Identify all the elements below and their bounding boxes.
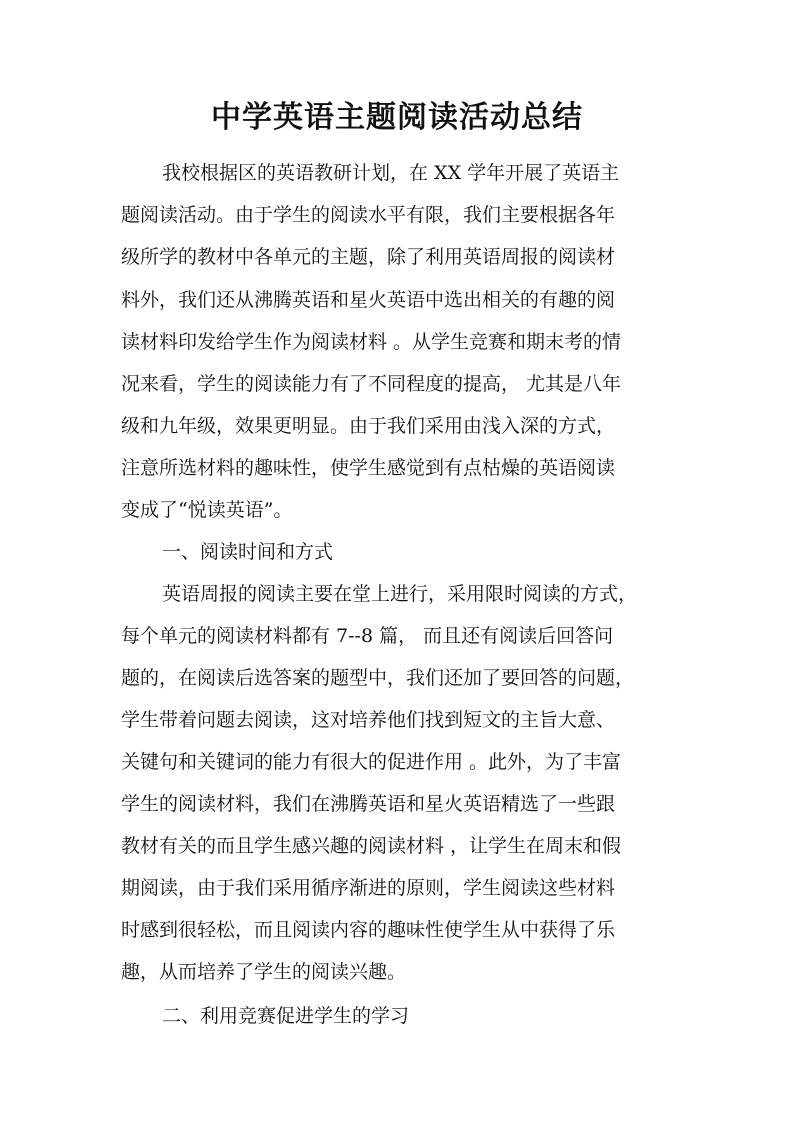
section-heading-1: 一、阅读时间和方式 bbox=[162, 541, 334, 563]
paragraph-2-line-5: 关键句和关键词的能力有很大的促进作用 。此外，为了丰富 bbox=[121, 751, 622, 773]
paragraph-1-line-9: 变成了“悦读英语”。 bbox=[121, 499, 293, 521]
paragraph-2-line-4: 学生带着问题去阅读，这对培养他们找到短文的主旨大意、 bbox=[121, 709, 616, 731]
paragraph-2-line-8: 期阅读，由于我们采用循序渐进的原则，学生阅读这些材料 bbox=[121, 877, 616, 899]
paragraph-2-line-7: 教材有关的而且学生感兴趣的阅读材料 ，让学生在周末和假 bbox=[121, 835, 622, 857]
paragraph-1-line-2: 题阅读活动。由于学生的阅读水平有限，我们主要根据各年 bbox=[121, 204, 616, 226]
paragraph-2-line-2: 每个单元的阅读材料都有 7--8 篇， 而且还有阅读后回答问 bbox=[121, 625, 614, 647]
section-heading-2: 二、利用竞赛促进学生的学习 bbox=[162, 1005, 410, 1027]
paragraph-1-line-3: 级所学的教材中各单元的主题，除了利用英语周报的阅读材 bbox=[121, 246, 616, 268]
paragraph-2-line-10: 趣，从而培养了学生的阅读兴趣。 bbox=[121, 961, 407, 983]
document-title: 中学英语主题阅读活动总结 bbox=[211, 100, 583, 135]
paragraph-1-line-1: 我校根据区的英语教研计划，在 XX 学年开展了英语主 bbox=[162, 162, 620, 184]
paragraph-2-line-6: 学生的阅读材料，我们在沸腾英语和星火英语精选了一些跟 bbox=[121, 793, 616, 815]
paragraph-2-line-3: 题的，在阅读后选答案的题型中，我们还加了要回答的问题， bbox=[121, 667, 635, 689]
paragraph-2-line-9: 时感到很轻松，而且阅读内容的趣味性使学生从中获得了乐 bbox=[121, 919, 616, 941]
paragraph-1-line-6: 况来看，学生的阅读能力有了不同程度的提高， 尤其是八年 bbox=[121, 373, 622, 395]
paragraph-1-line-4: 料外，我们还从沸腾英语和星火英语中选出相关的有趣的阅 bbox=[121, 289, 616, 311]
paragraph-2-line-1: 英语周报的阅读主要在堂上进行，采用限时阅读的方式， bbox=[162, 583, 638, 605]
paragraph-1-line-7: 级和九年级，效果更明显。由于我们采用由浅入深的方式， bbox=[121, 415, 616, 437]
paragraph-1-line-5: 读材料印发给学生作为阅读材料 。从学生竞赛和期末考的情 bbox=[121, 331, 622, 353]
paragraph-1-line-8: 注意所选材料的趣味性，使学生感觉到有点枯燥的英语阅读 bbox=[121, 457, 616, 479]
